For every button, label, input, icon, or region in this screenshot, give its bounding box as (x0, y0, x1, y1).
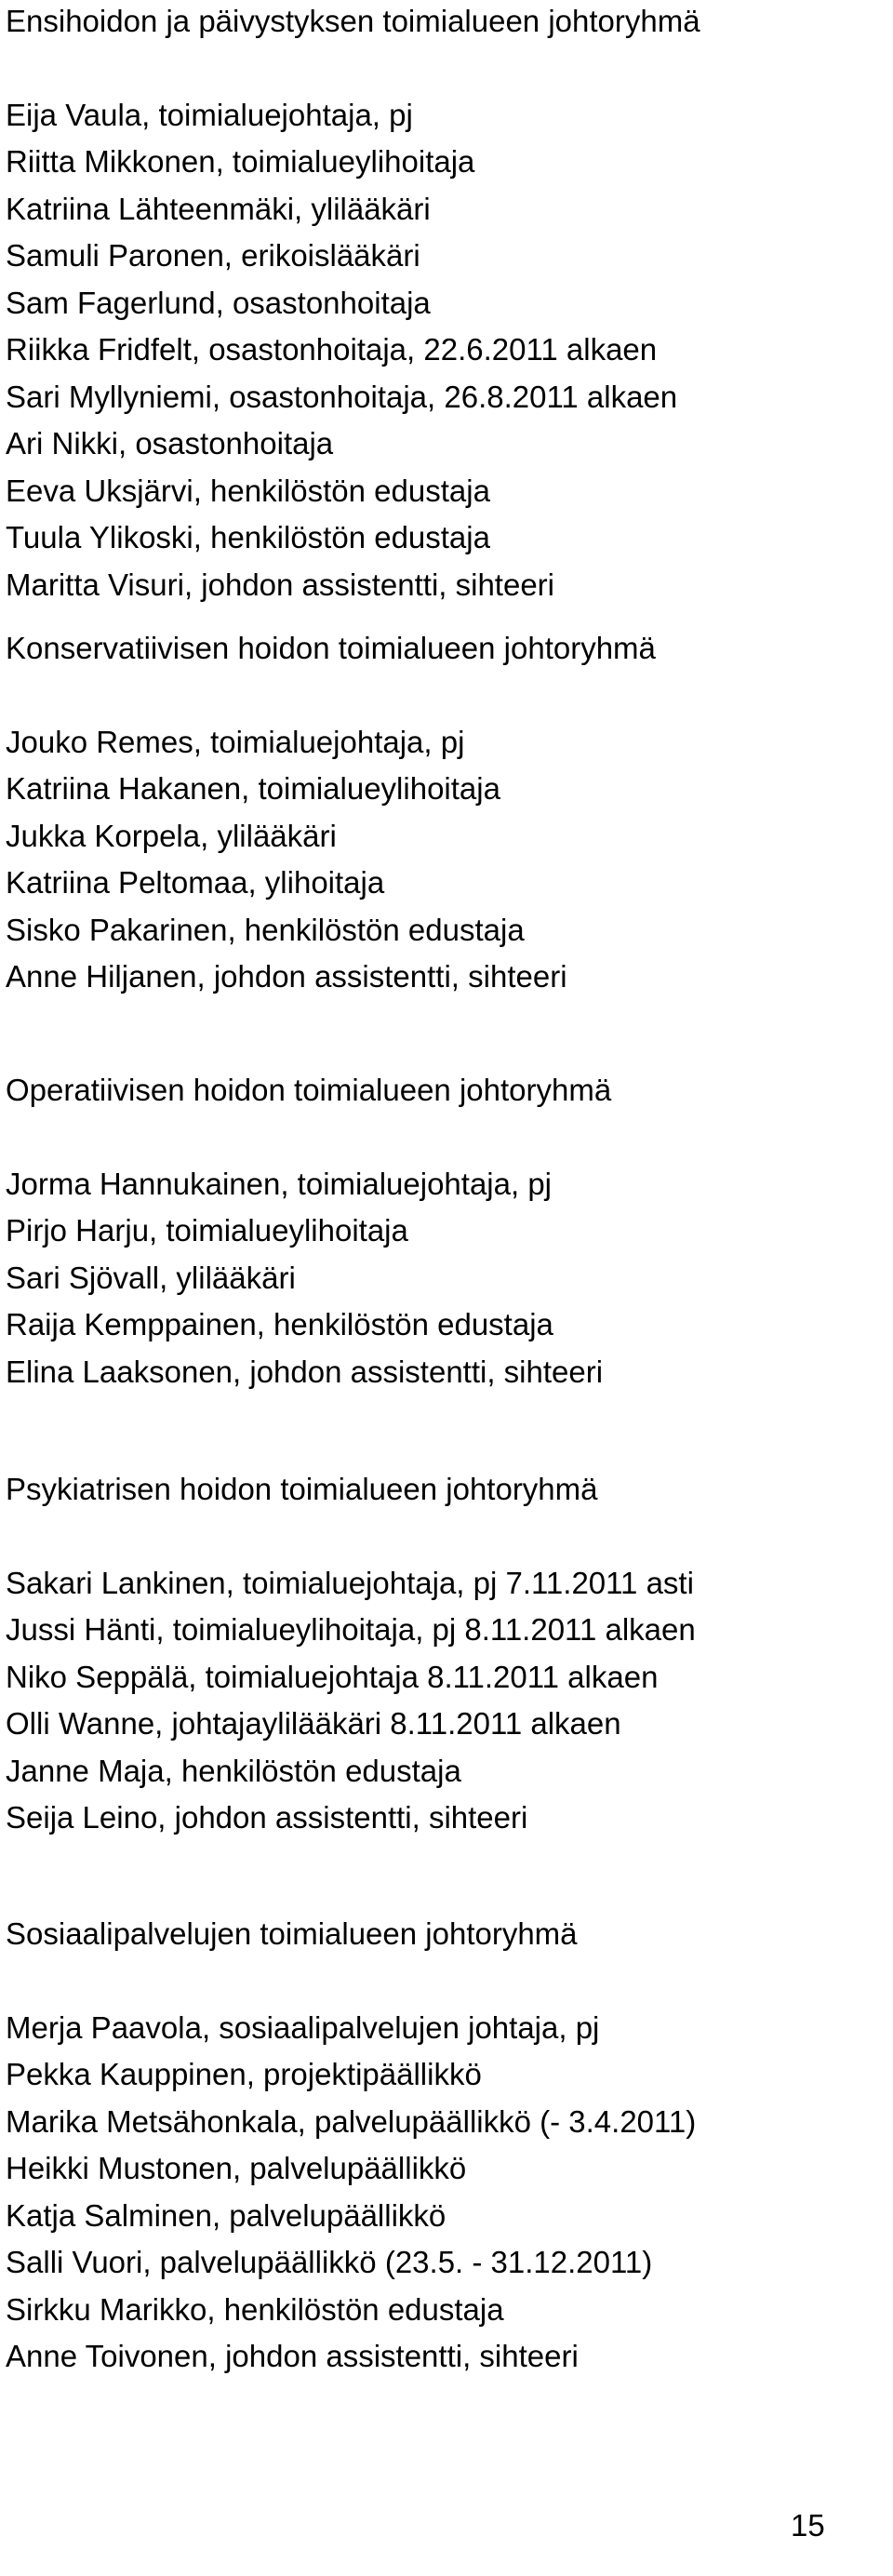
section-heading: Ensihoidon ja päivystyksen toimialueen johtoryhmä (6, 4, 700, 38)
member-item: Katja Salminen, palvelupäällikkö (6, 2197, 446, 2233)
member-item: Raija Kemppainen, henkilöstön edustaja (6, 1307, 553, 1341)
member-item: Riikka Fridfelt, osastonhoitaja, 22.6.2011 alkaen (6, 332, 658, 367)
member-item: Pirjo Harju, toimialueylihoitaja (6, 1213, 408, 1248)
member-list (6, 2005, 889, 2381)
member-list (6, 92, 889, 609)
member-item: Heikki Mustonen, palvelupäällikkö (6, 2151, 467, 2185)
section-heading: Sosiaalipalvelujen toimialueen johtoryhmä (6, 1916, 578, 1951)
member-item: Niko Seppälä, toimialuejohtaja 8.11.2011 alkaen (6, 1659, 659, 1694)
member-item: Jouko Remes, toimialuejohtaja, pj (6, 724, 465, 759)
section-operatiivinen (6, 1067, 889, 1395)
member-item: Sari Sjövall, ylilääkäri (6, 1260, 296, 1295)
section-heading: Psykiatrisen hoidon toimialueen johtoryhmä (6, 1472, 598, 1506)
member-item: Sakari Lankinen, toimialuejohtaja, pj 7.11.2011 asti (6, 1565, 694, 1600)
member-item: Elina Laaksonen, johdon assistentti, sihteeri (6, 1354, 604, 1389)
member-item: Jussi Hänti, toimialueylihoitaja, pj 8.11.2011 alkaen (6, 1612, 696, 1647)
member-item: Marika Metsähonkala, palvelupäällikkö (- 3.4.2011) (6, 2103, 697, 2139)
member-item: Olli Wanne, johtajaylilääkäri 8.11.2011 alkaen (6, 1706, 621, 1741)
member-list (6, 1560, 889, 1842)
member-item: Pekka Kauppinen, projektipäällikkö (6, 2057, 482, 2091)
member-item: Tuula Ylikoski, henkilöstön edustaja (6, 520, 490, 554)
member-item: Katriina Hakanen, toimialueylihoitaja (6, 771, 500, 806)
member-list (6, 1161, 889, 1396)
member-item: Eija Vaula, toimialuejohtaja, pj (6, 97, 413, 132)
member-item: Katriina Peltomaa, ylihoitaja (6, 865, 385, 900)
section-sosiaalipalvelut (6, 1911, 889, 2381)
section-konservatiivinen (6, 625, 889, 1001)
section-ensihoito (6, 0, 889, 608)
member-item: Merja Paavola, sosiaalipalvelujen johtaja, pj (6, 2009, 600, 2045)
member-item: Sisko Pakarinen, henkilöstön edustaja (6, 912, 525, 947)
member-item: Eeva Uksjärvi, henkilöstön edustaja (6, 473, 490, 508)
page-number: 15 (791, 2508, 825, 2543)
member-item: Riitta Mikkonen, toimialueylihoitaja (6, 144, 475, 179)
member-item: Anne Toivonen, johdon assistentti, sihteeri (6, 2339, 579, 2373)
section-heading: Konservatiivisen hoidon toimialueen johtoryhmä (6, 631, 656, 665)
member-item: Jorma Hannukainen, toimialuejohtaja, pj (6, 1166, 553, 1201)
member-item: Jukka Korpela, ylilääkäri (6, 818, 337, 853)
member-item: Anne Hiljanen, johdon assistentti, sihteeri (6, 959, 567, 994)
member-item: Sirkku Marikko, henkilöstön edustaja (6, 2291, 504, 2327)
member-item: Katriina Lähteenmäki, ylilääkäri (6, 191, 431, 226)
member-item: Maritta Visuri, johdon assistentti, sihteeri (6, 567, 554, 602)
member-item: Salli Vuori, palvelupäällikkö (23.5. - 31.12.2011) (6, 2245, 653, 2279)
member-list (6, 719, 889, 1001)
member-item: Ari Nikki, osastonhoitaja (6, 426, 334, 460)
member-item: Sam Fagerlund, osastonhoitaja (6, 285, 431, 320)
member-item: Samuli Paronen, erikoislääkäri (6, 238, 420, 273)
member-item: Sari Myllyniemi, osastonhoitaja, 26.8.2011 alkaen (6, 379, 678, 414)
member-item: Janne Maja, henkilöstön edustaja (6, 1753, 461, 1788)
member-item: Seija Leino, johdon assistentti, sihteeri (6, 1800, 528, 1835)
section-psykiatrinen (6, 1466, 889, 1842)
section-heading: Operatiivisen hoidon toimialueen johtoryhmä (6, 1073, 612, 1107)
